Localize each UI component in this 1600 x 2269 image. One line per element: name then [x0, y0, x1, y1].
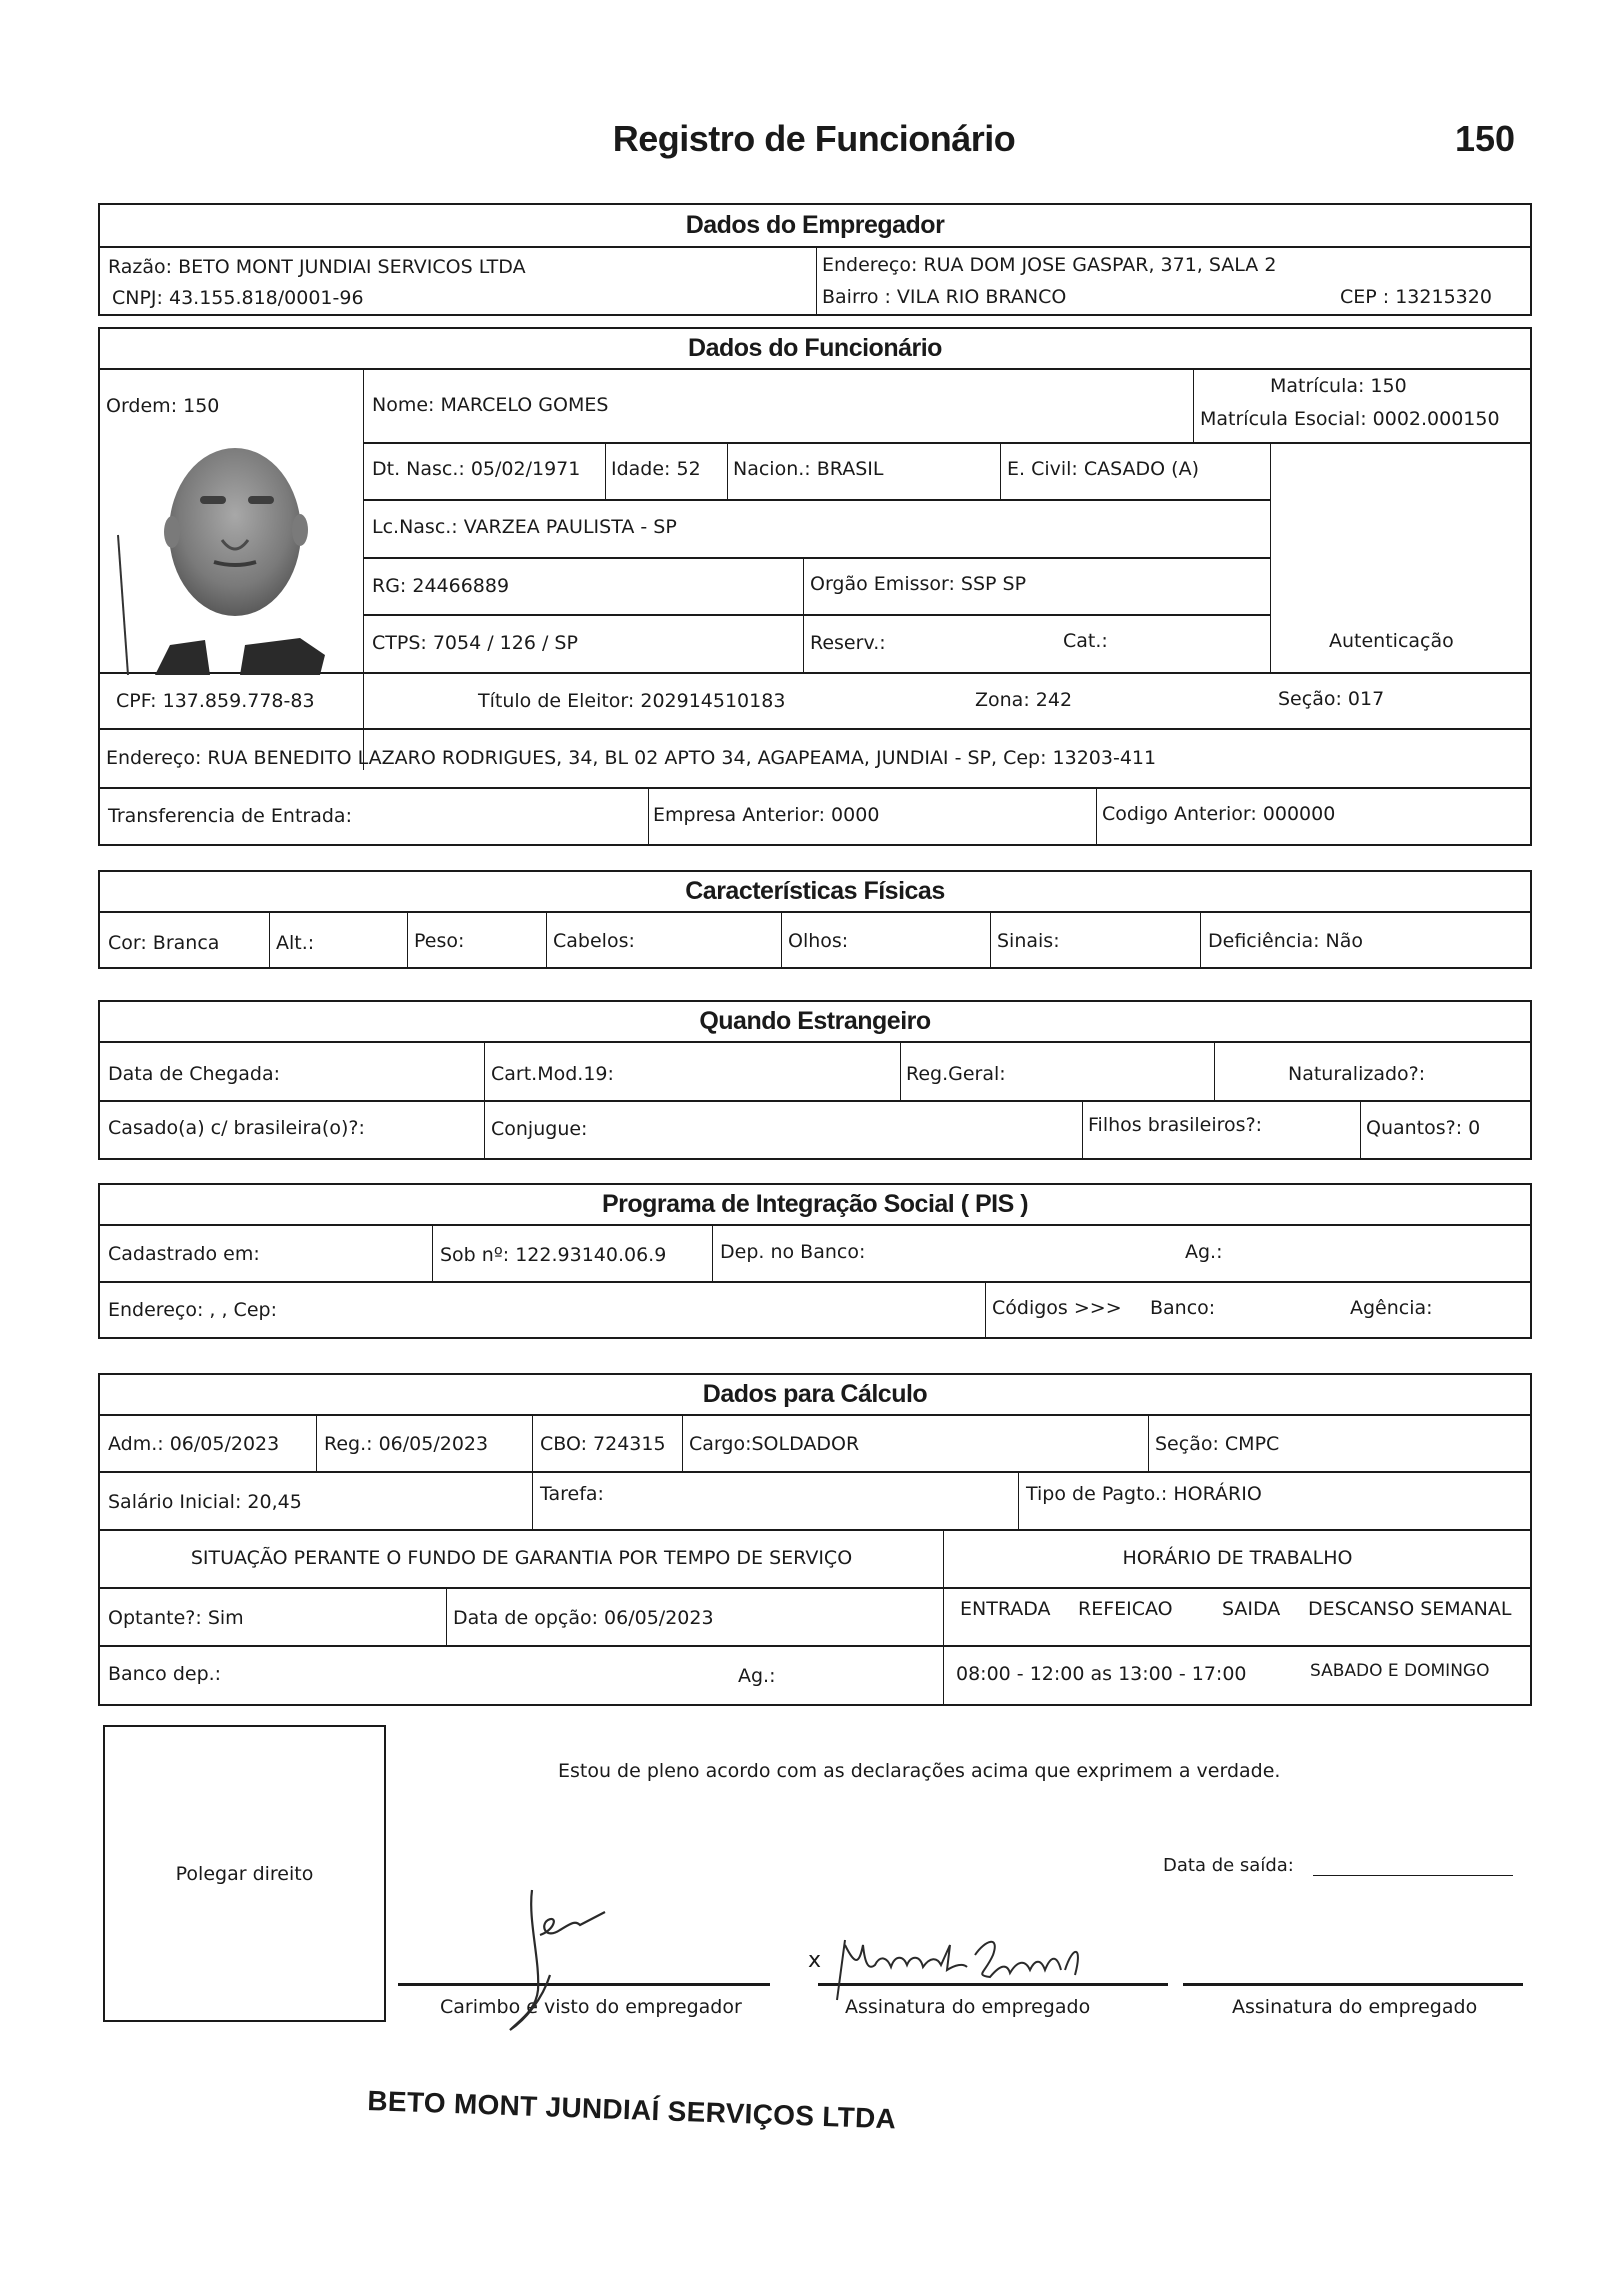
physical-section	[98, 870, 1532, 969]
optante-field: Optante?: Sim	[108, 1607, 244, 1629]
cadastrado-em-field: Cadastrado em:	[108, 1243, 260, 1265]
calc-section-title: Dados para Cálculo	[100, 1375, 1530, 1416]
rg-field: RG: 24466889	[372, 575, 510, 597]
employer-section	[98, 203, 1532, 316]
declaration-text: Estou de pleno acordo com as declarações acima que exprimem a verdade.	[558, 1760, 1281, 1782]
company-stamp: BETO MONT JUNDIAÍ SERVIÇOS LTDA	[366, 2085, 897, 2135]
foreigner-section	[98, 1000, 1532, 1160]
agencia-field: Agência:	[1350, 1297, 1433, 1319]
employer-cep-field: CEP : 13215320	[1340, 286, 1492, 308]
cargo-field: Cargo:SOLDADOR	[689, 1433, 860, 1455]
peso-field: Peso:	[414, 930, 465, 952]
adm-field: Adm.: 06/05/2023	[108, 1433, 280, 1455]
foreigner-section-title: Quando Estrangeiro	[100, 1002, 1530, 1043]
olhos-field: Olhos:	[788, 930, 849, 952]
horario-title: HORÁRIO DE TRABALHO	[1122, 1547, 1353, 1569]
tipo-pagto-field: Tipo de Pagto.: HORÁRIO	[1026, 1483, 1262, 1505]
tarefa-field: Tarefa:	[540, 1483, 604, 1505]
thumb-label: Polegar direito	[175, 1863, 314, 1885]
schedule-descanso: SABADO E DOMINGO	[1310, 1661, 1490, 1681]
schedule-header-refeicao: REFEICAO	[1078, 1598, 1173, 1620]
x-mark: x	[808, 1948, 822, 1973]
transferencia-field: Transferencia de Entrada:	[108, 805, 352, 827]
reg-field: Reg.: 06/05/2023	[324, 1433, 489, 1455]
schedule-header-entrada: ENTRADA	[960, 1598, 1051, 1620]
naturalizado-field: Naturalizado?:	[1288, 1063, 1426, 1085]
conjugue-field: Conjugue:	[491, 1118, 588, 1140]
data-saida-line	[1313, 1875, 1513, 1876]
employee-photo	[110, 440, 360, 675]
page-number: 150	[1455, 118, 1516, 159]
schedule-hours: 08:00 - 12:00 as 13:00 - 17:00	[956, 1663, 1247, 1685]
employee-signature-label-1: Assinatura do empregado	[845, 1996, 1091, 2018]
banco-dep-ag-field: Ag.:	[738, 1665, 776, 1687]
titulo-eleitor-field: Título de Eleitor: 202914510183	[478, 690, 786, 712]
nacion-field: Nacion.: BRASIL	[733, 458, 884, 480]
lc-nasc-field: Lc.Nasc.: VARZEA PAULISTA - SP	[372, 516, 677, 538]
cart-mod-field: Cart.Mod.19:	[491, 1063, 614, 1085]
filhos-brasileiros-field: Filhos brasileiros?:	[1088, 1114, 1263, 1136]
reg-geral-field: Reg.Geral:	[906, 1063, 1006, 1085]
idade-field: Idade: 52	[611, 458, 701, 480]
data-chegada-field: Data de Chegada:	[108, 1063, 281, 1085]
ctps-field: CTPS: 7054 / 126 / SP	[372, 632, 578, 654]
pis-number-field: Sob nº: 122.93140.06.9	[440, 1244, 667, 1266]
employer-signature-icon	[480, 1880, 700, 2040]
employee-signature-line-2	[1183, 1983, 1523, 1986]
data-opcao-field: Data de opção: 06/05/2023	[453, 1607, 714, 1629]
secao-eleitoral-field: Seção: 017	[1278, 688, 1385, 710]
quantos-field: Quantos?: 0	[1366, 1117, 1481, 1139]
deficiencia-field: Deficiência: Não	[1208, 930, 1364, 952]
nome-field: Nome: MARCELO GOMES	[372, 394, 609, 416]
codigo-anterior-field: Codigo Anterior: 000000	[1102, 803, 1336, 825]
casado-brasileira-field: Casado(a) c/ brasileira(o)?:	[108, 1117, 365, 1139]
banco-dep-field: Banco dep.:	[108, 1663, 222, 1685]
pis-ag-field: Ag.:	[1185, 1241, 1223, 1263]
alt-field: Alt.:	[276, 932, 315, 954]
matricula-esocial-field: Matrícula Esocial: 0002.000150	[1200, 408, 1500, 430]
employee-signature-label-2: Assinatura do empregado	[1232, 1996, 1478, 2018]
matricula-field: Matrícula: 150	[1270, 375, 1407, 397]
employee-signature-icon	[825, 1925, 1195, 2005]
physical-section-title: Características Físicas	[100, 872, 1530, 913]
orgao-emissor-field: Orgão Emissor: SSP SP	[810, 573, 1027, 595]
zona-field: Zona: 242	[975, 689, 1073, 711]
employer-section-title: Dados do Empregador	[100, 205, 1530, 248]
reserv-field: Reserv.:	[810, 632, 886, 654]
employer-address-field: Endereço: RUA DOM JOSE GASPAR, 371, SALA 2	[822, 254, 1277, 276]
data-saida-label: Data de saída:	[1163, 1855, 1294, 1876]
autenticacao-label: Autenticação	[1329, 630, 1454, 652]
sinais-field: Sinais:	[997, 930, 1060, 952]
dep-banco-field: Dep. no Banco:	[720, 1241, 866, 1263]
dt-nasc-field: Dt. Nasc.: 05/02/1971	[372, 458, 581, 480]
cbo-field: CBO: 724315	[540, 1433, 666, 1455]
e-civil-field: E. Civil: CASADO (A)	[1007, 458, 1199, 480]
employee-section-title: Dados do Funcionário	[100, 329, 1530, 370]
page-title: Registro de Funcionário	[612, 118, 1016, 159]
schedule-header-descanso: DESCANSO SEMANAL	[1308, 1598, 1512, 1620]
fgts-title: SITUAÇÃO PERANTE O FUNDO DE GARANTIA POR TEMPO DE SERVIÇO	[190, 1547, 853, 1569]
cnpj-field: CNPJ: 43.155.818/0001-96	[112, 287, 364, 309]
cabelos-field: Cabelos:	[553, 930, 635, 952]
calc-section	[98, 1373, 1532, 1706]
pis-section	[98, 1183, 1532, 1339]
razao-field: Razão: BETO MONT JUNDIAI SERVICOS LTDA	[108, 256, 526, 278]
bairro-field: Bairro : VILA RIO BRANCO	[822, 286, 1067, 308]
empresa-anterior-field: Empresa Anterior: 0000	[653, 804, 880, 826]
employee-address-field: Endereço: RUA BENEDITO LAZARO RODRIGUES, 34, BL 02 APTO 34, AGAPEAMA, JUNDIAI - SP, Cep: 13203-411	[106, 747, 1157, 769]
thumbprint-box	[103, 1725, 386, 2022]
codigos-label: Códigos >>>	[992, 1297, 1122, 1319]
carimbo-label: Carimbo e visto do empregador	[440, 1996, 742, 2018]
pis-address-field: Endereço: , , Cep:	[108, 1299, 277, 1321]
cat-field: Cat.:	[1063, 630, 1108, 652]
salario-field: Salário Inicial: 20,45	[108, 1491, 302, 1513]
cor-field: Cor: Branca	[108, 932, 220, 954]
ordem-field: Ordem: 150	[106, 395, 220, 417]
pis-section-title: Programa de Integração Social ( PIS )	[100, 1185, 1530, 1226]
cpf-field: CPF: 137.859.778-83	[116, 690, 315, 712]
schedule-header-saida: SAIDA	[1222, 1598, 1281, 1620]
banco-field: Banco:	[1150, 1297, 1216, 1319]
secao-field: Seção: CMPC	[1155, 1433, 1280, 1455]
